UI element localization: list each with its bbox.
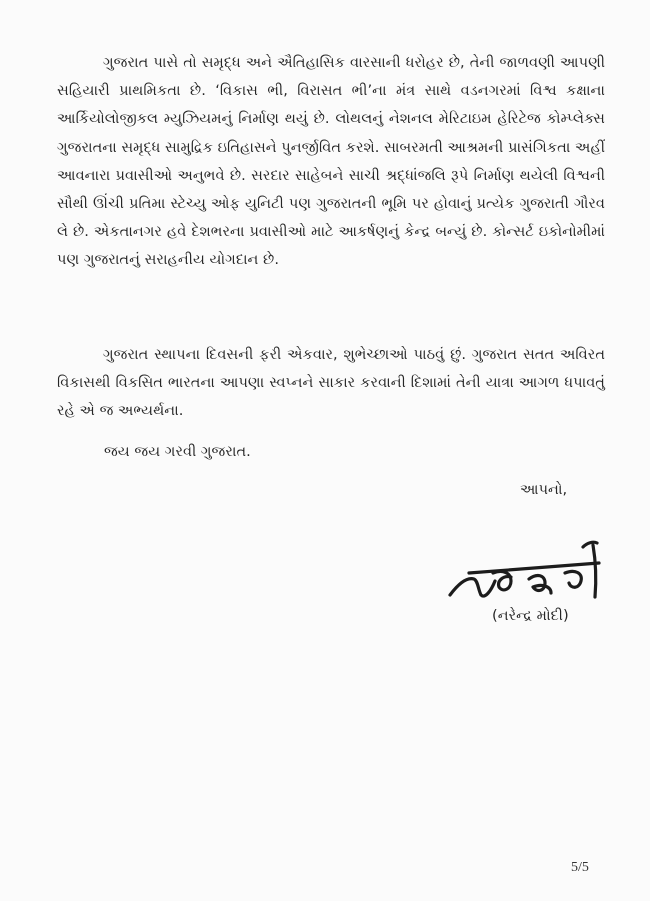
- valediction: આપનો,: [520, 481, 568, 498]
- signature-image: [445, 533, 610, 608]
- paragraph-greetings: ગુજરાત સ્થાપના દિવસની ફરી એકવાર, શુભેચ્છાઓ પાઠવું છું. ગુજરાત સતત અવિરત વિકાસથી વિકસિત ભારતના આપણા સ્વપ્નને સાકાર કરવાની દિશામાં તેની યાત્રા આગળ ધપાવતું રહે એ જ અભ્યર્થના.: [57, 346, 605, 420]
- paragraph-heritage: ગુજરાત પાસે તો સમૃદ્ધ અને ઐતિહાસિક વારસાની ધરોહર છે, તેની જાળવણી આપણી સહિયારી પ્રાથમિકતા છે. ‘વિકાસ ભી, વિરાસત ભી’ના મંત્ર સાથે વડનગરમાં વિશ્વ કક્ષાના આર્કિયોલોજીકલ મ્યુઝિયમનું નિર્માણ થયું છે. લોથલનું નેશનલ મેરિટાઇમ હેરિટેજ કોમ્પ્લેક્સ ગુજરાતના સમૃદ્ધ સામુદ્રિક ઇતિહાસને પુનર્જીવિત કરશે. સાબરમતી આશ્રમની પ્રાસંગિકતા અહીં આવનારા પ્રવાસીઓ અનુભવે છે. સરદાર સાહેબને સાચી શ્રદ્ધાંજલિ રૂપે નિર્માણ થયેલી વિશ્વની સૌથી ઊંચી પ્રતિમા સ્ટેચ્યુ ઓફ યુનિટી પણ ગુજરાતની ભૂમિ પર હોવાનું પ્રત્યેક ગુજરાતી ગૌરવ લે છે. એકતાનગર હવે દેશભરના પ્રવાસીઓ માટે આકર્ષણનું કેન્દ્ર બન્યું છે. કોન્સર્ટ ઇકોનોમીમાં પણ ગુજરાતનું સરાહનીય યોગદાન છે.: [57, 54, 605, 269]
- closing-slogan: જય જય ગરવી ગુજરાત.: [104, 443, 251, 460]
- signer-name: (નરેન્દ્ર મોદી): [492, 607, 569, 624]
- page-number: 5/5: [571, 860, 589, 875]
